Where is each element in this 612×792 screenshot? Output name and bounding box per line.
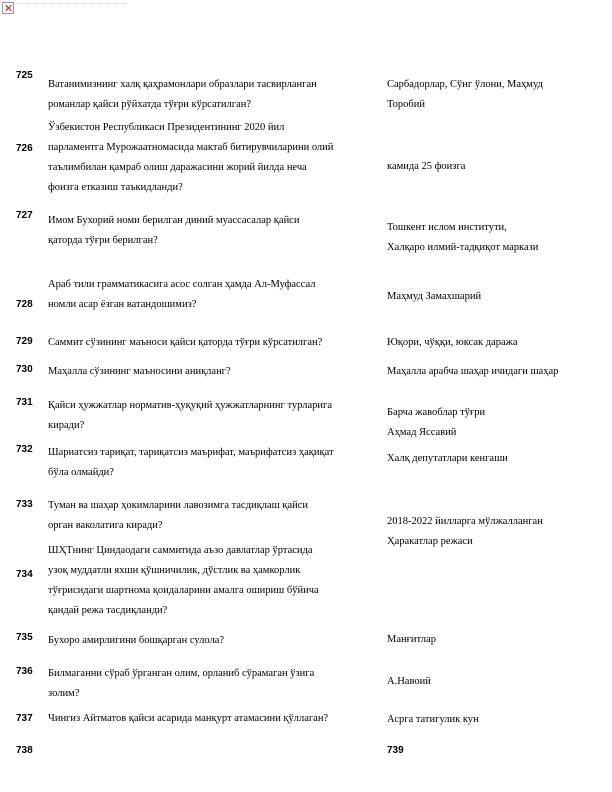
answer-text: Юқори, чўққи, юксак даража	[387, 337, 518, 348]
question-number: 727	[16, 210, 33, 221]
question-text: Маҳалла сўзининг маъносини аниқланг?	[48, 366, 231, 377]
question-number: 726	[16, 143, 33, 154]
question-number: 725	[16, 70, 33, 81]
question-text: ШҲТнинг Циндаодаги саммитида аъзо давлатлар ўртасида узоқ муддатли яхши қўшничилик, дўстлик ва ҳамкорлик тўғрисидаги шартнома қоидаларини амалга ошириш бўйича қандай режа тасдиқланди?	[48, 545, 319, 616]
question-text: Билмаганни сўраб ўрганган олим, орланиб сўрамаган ўзига золим?	[48, 668, 315, 699]
answer-text: 2018-2022 йилларга мўлжалланган Ҳаракатлар режаси	[387, 516, 543, 547]
question-number: 728	[16, 299, 33, 310]
question-number: 737	[16, 713, 33, 724]
question-text: Шариатсиз тариқат, тариқатсиз маърифат, маърифатсиз ҳақиқат бўла олмайди?	[48, 447, 334, 478]
answer-text: Маҳалла арабча шаҳар ичидаги шаҳар	[387, 366, 559, 377]
question-text: Ватанимизнинг халқ қаҳрамонлари образлари тасвирланган романлар қайси рўйхатда тўғри кўрсатилган?	[48, 79, 317, 110]
question-text: Араб тили грамматикасига асос солган ҳамда Ал-Муфассал номли асар ёзган ватандошимиз?	[48, 279, 316, 310]
answer-text: Манғитлар	[387, 634, 437, 645]
question-text: Ўзбекистон Республикаси Президентининг 2020 йил парламентга Мурожаатномасида мактаб битирувчиларини олий таълимбилан қамраб олиш даражасини жорий йилда неча фоизга етказиш таъкидланди?	[48, 122, 334, 193]
question-text: Бухоро амирлигини бошқарган сулола?	[48, 635, 225, 646]
answer-text: Асрга татигулик кун	[387, 714, 479, 725]
answer-text: А.Навоий	[387, 676, 431, 687]
question-text: Туман ва шаҳар ҳокимларини лавозимга тасдиқлаш қайси орган ваколатига киради?	[48, 500, 309, 531]
question-number: 736	[16, 666, 33, 677]
answer-text: Халқ депутатлари кенгаши	[387, 453, 508, 464]
question-text: Саммит сўзининг маъноси қайси қаторда тўғри кўрсатилган?	[48, 337, 323, 348]
question-text: Чингиз Айтматов қайси асарида манқурт атамасини қўллаган?	[48, 713, 329, 724]
question-number: 729	[16, 336, 33, 347]
question-text: Имом Бухорий номи берилган диний муассасалар қайси қаторда тўғри берилган?	[48, 215, 300, 246]
header-rule	[18, 3, 128, 7]
answer-text: Маҳмуд Замахшарий	[387, 291, 482, 302]
answer-text: Барча жавоблар тўғри Аҳмад Яссавий	[387, 407, 486, 438]
question-number: 733	[16, 499, 33, 510]
answer-text: Сарбадорлар, Сўнг ўлони, Маҳмуд Торобий	[387, 79, 543, 110]
answer-text: камида 25 фоизга	[387, 161, 466, 172]
question-number: 730	[16, 364, 33, 375]
question-number: 734	[16, 569, 33, 580]
question-number: 738	[16, 745, 33, 756]
broken-image-icon	[2, 2, 14, 14]
question-number: 739	[387, 745, 404, 756]
question-number: 731	[16, 397, 33, 408]
question-number: 732	[16, 444, 33, 455]
answer-text: Тошкент ислом институти, Халқаро илмий-тадқиқот маркази	[387, 222, 539, 253]
question-number: 735	[16, 632, 33, 643]
question-text: Қайси ҳужжатлар норматив-ҳуқуқий ҳужжатларнинг турларига киради?	[48, 400, 333, 431]
